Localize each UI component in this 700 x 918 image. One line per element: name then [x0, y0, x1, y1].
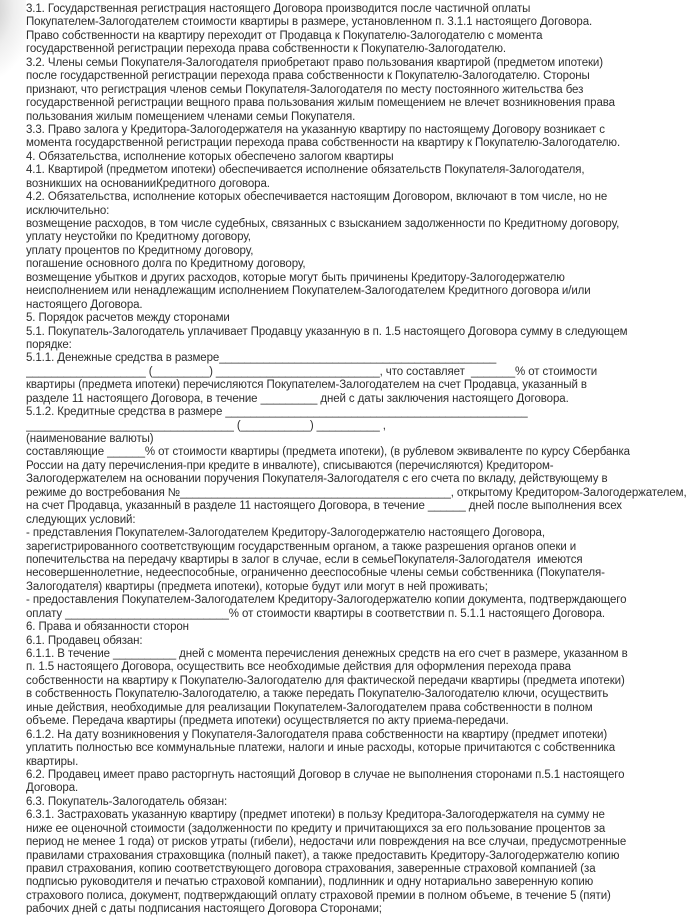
document-line: момента государственной регистрации перехода права собственности на квартиру к Покупателю-Залогодателю.	[26, 137, 621, 150]
document-line: ниже ее оценочной стоимости (задолженности по кредиту и причитающихся за его пользование процентов за	[26, 822, 606, 835]
document-line: квартиры (предмета ипотеки) перечисляются Покупателем-Залогодателем на счет Продавца, указанный в	[26, 379, 587, 392]
document-line: исключительно:	[26, 204, 110, 217]
document-line: уплатить полностью все коммунальные платежи, налоги и иные расходы, которые причитаются с собственника	[26, 742, 616, 755]
document-line: _________________________________ (___________) __________ ,	[26, 419, 386, 432]
document-line: возмещение расходов, в том числе судебных, связанных с взысканием задолженности по Кредитному договору,	[26, 218, 620, 230]
document-line: 5.1.2. Кредитные средства в размере ________________________________________________	[26, 406, 528, 419]
document-line: рабочих дней с даты подписания настоящего Договора Сторонами;	[26, 903, 382, 916]
document-line: России на дату перечисления-при кредите в инвалюте), списываются (перечисляются) Кредитором-	[26, 459, 554, 472]
document-line: после государственной регистрации перехода права собственности к Покупателю-Залогодателю. Стороны	[26, 70, 590, 83]
document-line: на счет Продавца, указанный в разделе 11 настоящего Договора, в течение ______ дней после выполнения всех	[26, 500, 622, 513]
document-line: подписью руководителя и печатью страховой компании), подлинник и одну нотариально заверенную копию	[26, 876, 594, 889]
document-line: Право собственности на квартиру переходит от Продавца к Покупателю-Залогодателю с момента	[26, 29, 543, 42]
document-line: 6. Права и обязанности сторон	[26, 621, 189, 634]
document-line: 4.2. Обязательства, исполнение которых обеспечивается настоящим Договором, включают в том числе, но не	[26, 191, 608, 204]
document-line: 6.1. Продавец обязан:	[26, 634, 143, 647]
document-line: 5.1.1. Денежные средства в размере____________________________________________	[26, 352, 497, 365]
document-line: настоящего Договора.	[26, 298, 143, 311]
document-line: Покупателем-Залогодателем стоимости квартиры в размере, установленном п. 3.1.1 настоящего Договора.	[26, 16, 593, 29]
document-line: п. 1.5 настоящего Договора, осуществить все необходимые действия для оформления перехода права	[26, 661, 571, 674]
document-line: оплату __________________________% от стоимости квартиры в соответствии п. 5.1.1 настоящего Договора.	[26, 607, 605, 620]
document-line: погашение основного долга по Кредитному договору,	[26, 258, 306, 271]
document-line: 3.3. Право залога у Кредитора-Залогодержателя на указанную квартиру по настоящему Договору возникает с	[26, 123, 605, 136]
document-line: разделе 11 настоящего Договора, в течение _________ дней с даты заключения настоящего Договора.	[26, 392, 569, 405]
document-line: 4. Обязательства, исполнение которых обеспечено залогом квартиры	[26, 150, 394, 163]
document-line: 6.1.2. На дату возникновения у Покупателя-Залогодателя права собственности на квартиру (предмет ипотеки)	[26, 728, 608, 741]
document-line: собственности на квартиру к Покупателю-Залогодателю для фактической передачи квартиры (предмета ипотеки)	[26, 674, 625, 687]
document-line: ___________________ (_________) __________________________, что составляет _______% от стоимости	[26, 365, 598, 378]
document-line: правилами страхования страховщика (полный пакет), а также предоставить Кредитору-Залогодержателю копию	[26, 849, 620, 862]
document-line: режиме до востребования №___________________________________________, открытому Кредитором-Залогодержателем,	[26, 486, 687, 499]
document-line: в собственность Покупателю-Залогодателю, а также передать Покупателю-Залогодателю ключи, осуществить	[26, 688, 609, 701]
document-line: 6.1.1. В течение __________ дней с момента перечисления денежных средств на его счет в размере, указанном в	[26, 648, 628, 660]
document-line: Залогодержателем на основании поручения Покупателя-Залогодателя с его счета по вкладу, действующему в	[26, 473, 608, 486]
document-line: возникших на основанииКредитного договора.	[26, 177, 270, 190]
document-line: пользования жилым помещением членами семьи Покупателя.	[26, 110, 356, 123]
document-line: 6.3. Покупатель-Залогодатель обязан:	[26, 795, 228, 808]
document-line: возмещение убытков и других расходов, которые могут быть причинены Кредитору-Залогодержателю	[26, 271, 565, 284]
document-line: следующих условий:	[26, 513, 136, 526]
document-line: государственной регистрации перехода права собственности к Покупателю-Залогодателю.	[26, 43, 506, 56]
document-line: 5. Порядок расчетов между сторонами	[26, 312, 230, 325]
document-line: уплату неустойки по Кредитному договору,	[26, 231, 251, 244]
document-line: 4.1. Квартирой (предметом ипотеки) обеспечивается исполнение обязательств Покупателя-Залогодателя,	[26, 164, 585, 177]
document-line: 6.3.1. Застраховать указанную квартиру (предмет ипотеки) в пользу Кредитора-Залогодержателя на сумму не	[26, 809, 605, 822]
document-line: период не менее 1 года) от рисков утраты (гибели), недостачи или повреждения на все случаи, предусмотренные	[26, 836, 627, 849]
document-line: Залогодателя) квартиры (предмета ипотеки), которые будут или могут в ней проживать;	[26, 580, 488, 593]
document-line: (наименование валюты)	[26, 433, 154, 445]
document-line: квартиры.	[26, 755, 79, 768]
document-line: 5.1. Покупатель-Залогодатель уплачивает Продавцу указанную в п. 1.5 настоящего Договора сумму в следующем	[26, 325, 628, 338]
document-line: попечительства на передачу квартиры в залог в случае, если в семьеПокупателя-Залогодателя имеются	[26, 553, 583, 566]
document-body	[26, 3, 688, 917]
document-line: уплату процентов по Кредитному договору,	[26, 244, 254, 257]
document-line: составляющие ______% от стоимости квартиры (предмета ипотеки), (в рублевом эквиваленте по курсу Сбербанка	[26, 446, 630, 459]
document-line: неисполнением или ненадлежащим исполнением Покупателем-Залогодателем Кредитного договора и/или	[26, 285, 591, 298]
document-line: государственной регистрации вещного права пользования жилым помещением не влечет возникновения права	[26, 97, 615, 110]
document-line: Договора.	[26, 782, 79, 795]
scan-shadow	[0, 0, 26, 160]
document-line: зарегистрированного соответствующим государственным органом, а также разрешения органов опеки и	[26, 540, 577, 553]
document-line: несовершеннолетние, недееспособные, ограниченно дееспособные члены семьи собственника (Покупателя-	[26, 567, 605, 580]
document-line: 3.1. Государственная регистрация настоящего Договора производится после частичной оплаты	[26, 3, 531, 15]
document-line: 3.2. Члены семьи Покупателя-Залогодателя приобретают право пользования квартирой (предметом ипотеки)	[26, 56, 603, 69]
document-line: порядке:	[26, 338, 72, 351]
document-line: 6.2. Продавец имеет право расторгнуть настоящий Договор в случае не выполнения сторонами п.5.1 настоящего	[26, 768, 625, 781]
document-line: страхового полиса, документ, подтверждающий оплату страховой премии в полном объеме, в течение 5 (пяти)	[26, 889, 611, 902]
document-line: иные действия, необходимые для реализации Покупателем-Залогодателем права собственности в полном	[26, 701, 593, 714]
document-line: - представления Покупателем-Залогодателем Кредитору-Залогодержателю настоящего Договора,	[26, 527, 545, 540]
document-line: объеме. Передача квартиры (предмета ипотеки) осуществляется по акту приема-передачи.	[26, 715, 509, 728]
document-line: признают, что регистрация членов семьи Покупателя-Залогодателя по месту постоянного жительства без	[26, 83, 584, 96]
document-line: правил страхования, копию соответствующего договора страхования, заверенные страховой компанией (за	[26, 863, 596, 875]
document-line: - предоставления Покупателем-Залогодателем Кредитору-Залогодержателю копии документа, подтверждающего	[26, 594, 627, 607]
